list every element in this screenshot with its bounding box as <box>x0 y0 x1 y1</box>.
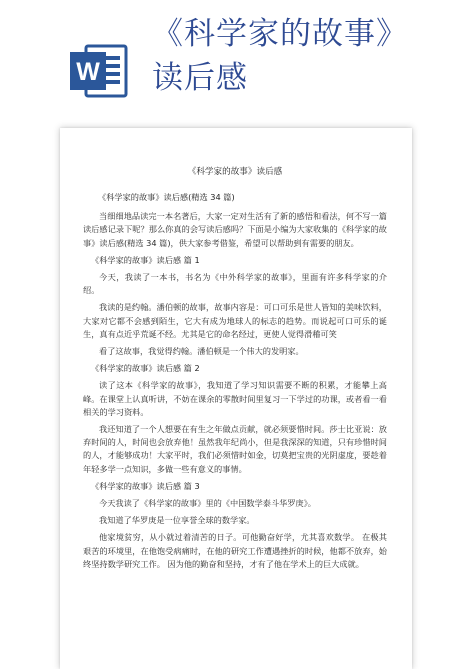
section-1-paragraph-1: 今天，我读了一本书，书名为《中外科学家的故事》，里面有许多科学家的介绍。 <box>83 272 387 296</box>
document-subtitle: 《科学家的故事》读后感(精选 34 篇) <box>98 192 235 202</box>
section-1-paragraph-3: 看了这故事，我觉得约翰。潘伯顿是一个伟大的发明家。 <box>99 346 304 357</box>
banner-title <box>152 12 462 100</box>
word-document-icon <box>68 40 130 102</box>
section-heading-1: 《科学家的故事》读后感 篇 1 <box>91 254 200 265</box>
section-1-paragraph-2: 我读的是约翰。潘伯顿的故事，故事内容是：可口可乐是世人皆知的美味饮料，大家对它都不会感到陌生，它大有成为地球人的标志的趋势。而说起可口可乐的诞生，真有点近乎荒诞不经。尤其是它的命名经过，更使人觉得滑稽可笑 <box>83 302 387 339</box>
header-banner <box>0 0 474 126</box>
section-3-paragraph-1: 今天我读了《科学家的故事》里的《中国数学泰斗华罗庚》。 <box>99 498 316 509</box>
section-heading-3: 《科学家的故事》读后感 篇 3 <box>91 480 200 491</box>
section-3-paragraph-3: 他家境贫穷，从小就过着清苦的日子。可他勤奋好学，尤其喜欢数学。 在极其艰苦的环境里，在他饱受病痛时，在他的研究工作遭遇挫折的时候，他都不放弃，始终坚持数学研究工作。 因为他的勤奋和坚持，才有了他在学术上的巨大成就。 <box>83 532 387 569</box>
document-title: 《科学家的故事》读后感 <box>187 167 283 177</box>
intro-paragraph: 当细细地品读完一本名著后，大家一定对生活有了新的感悟和看法，何不写一篇读后感记录下呢？那么你真的会写读后感吗？下面是小编为大家收集的《科学家的故事》读后感(精选 34 篇)，供大家参考借鉴，希望可以帮助到有需要的朋友。 <box>83 211 387 248</box>
page-fade <box>60 633 412 669</box>
section-3-paragraph-2: 我知道了华罗庚是一位享誉全球的数学家。 <box>99 515 255 526</box>
section-2-paragraph-1: 读了这本《科学家的故事》，我知道了学习知识需要不断的积累，才能攀上高峰。在课堂上认真听讲，不妨在课余的零散时间里复习一下学过的功课，或者看一看相关的学习资料。 <box>83 380 387 417</box>
section-2-paragraph-2: 我还知道了一个人想要在有生之年做点贡献，就必须要惜时间。莎士比亚说：放弃时间的人，时间也会放弃他！虽然我年纪尚小，但是我深深的知道，只有珍惜时间的人，才能够成功！大家平时，我们必须惜时如金，切莫把宝贵的光阴虚度，要趁着年轻多学一点知识，多做一些有意义的事情。 <box>83 424 387 474</box>
document-page <box>60 128 412 669</box>
logo-letter: W <box>76 58 100 86</box>
section-heading-2: 《科学家的故事》读后感 篇 2 <box>91 363 200 374</box>
banner-title-line-2: 读后感 <box>152 60 248 96</box>
banner-title-line-1: 《科学家的故事》 <box>152 16 408 52</box>
document-body <box>83 166 387 575</box>
